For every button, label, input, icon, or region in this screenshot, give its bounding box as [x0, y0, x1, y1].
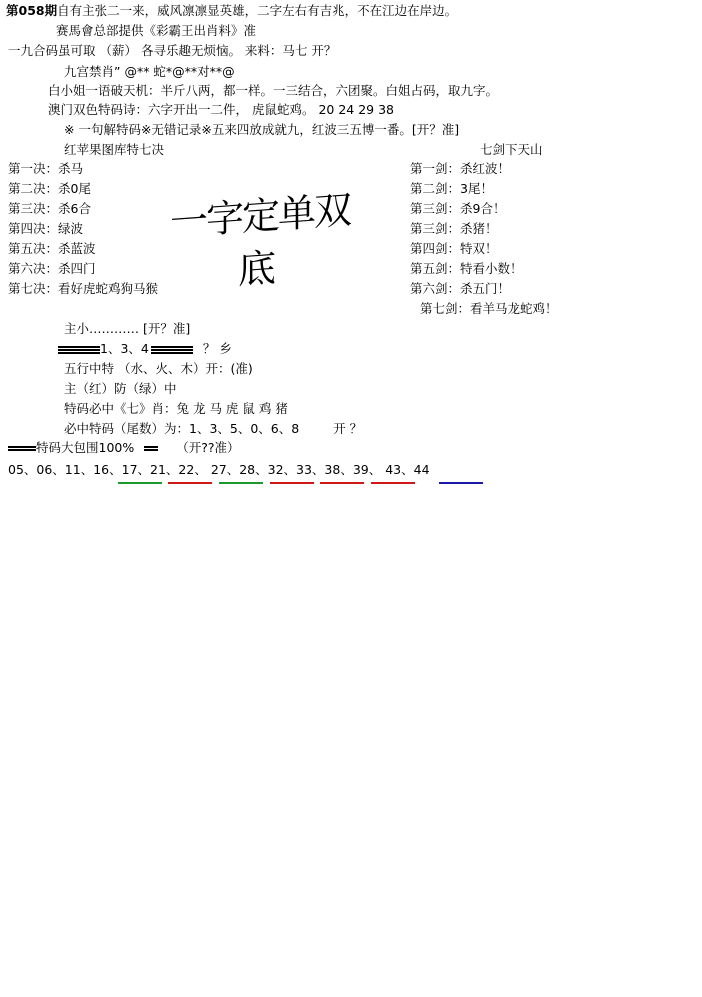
right-list-item	[410, 260, 523, 278]
wuxing-line: 五行中特 （水、火、木）开：(准)	[64, 361, 253, 376]
right-list-item	[410, 280, 510, 298]
left-list-item	[8, 160, 83, 178]
red-underline	[371, 482, 415, 484]
item-label: 第三剑：	[410, 201, 461, 216]
right-list-item	[410, 200, 505, 218]
item-value: 特双！	[460, 241, 498, 256]
item-label: 第三剑：	[410, 221, 461, 236]
right-list-item	[410, 180, 493, 198]
item-label: 第六决：	[8, 261, 59, 276]
header-line-4: 九宫禁肖” @** 蛇*@**对**@	[64, 64, 235, 79]
item-value: 看羊马龙蛇鸡！	[470, 301, 558, 316]
center-title-line-1: 一字定单双	[170, 187, 351, 245]
right-list-item	[420, 300, 558, 318]
item-value: 杀蓝波	[58, 241, 96, 256]
triple-bar-icon	[151, 345, 193, 355]
blue-underline	[439, 482, 483, 484]
issue-number: 第058期	[6, 3, 58, 18]
big-cover-tail: （开??准）	[176, 440, 240, 455]
right-list-item	[410, 240, 498, 258]
left-section-title: 红苹果图库特七决	[64, 142, 165, 157]
left-list-item	[8, 220, 83, 238]
left-list-item	[8, 260, 96, 278]
item-value: 杀0尾	[58, 181, 91, 196]
red-underline	[270, 482, 314, 484]
left-list-item	[8, 200, 91, 218]
header-line-6: 澳门双色特码诗：六字开出一二件， 虎鼠蛇鸡。 20 24 29 38	[48, 102, 394, 117]
left-list-item	[8, 180, 91, 198]
red-underline	[168, 482, 212, 484]
item-value: 绿波	[58, 221, 84, 236]
big-cover-label: 特码大包围100%	[36, 440, 135, 455]
item-value: 杀6合	[58, 201, 91, 216]
item-value: 杀红波！	[460, 161, 511, 176]
header-line-1	[6, 2, 457, 20]
item-label: 第四决：	[8, 221, 59, 236]
big-cover-line	[8, 439, 240, 457]
zodiac-line: 特码必中《七》肖：兔 龙 马 虎 鼠 鸡 猪	[64, 401, 288, 416]
item-label: 第五决：	[8, 241, 59, 256]
double-bar-icon	[144, 445, 158, 452]
item-value: 杀9合！	[460, 201, 506, 216]
item-value: 杀五门！	[460, 281, 511, 296]
numbers-value: 1、3、4	[100, 341, 149, 356]
header-line-7: ※ 一句解特码※无错记录※五来四放成就九，红波三五博一番。[开？准]	[64, 122, 460, 137]
header-line-5: 白小姐一语破天机：半斤八两，都一样。一三结合，六团聚。白姐占码，取九字。	[48, 83, 499, 98]
item-value: 杀猪！	[460, 221, 498, 236]
item-label: 第四剑：	[410, 241, 461, 256]
green-underline	[118, 482, 162, 484]
item-label: 第六剑：	[410, 281, 461, 296]
red-underline	[320, 482, 364, 484]
tail-digit-line	[64, 420, 362, 438]
color-line: 主（红）防（绿）中	[64, 381, 177, 396]
main-small-line: 主小………… [开？准]	[64, 321, 191, 336]
green-underline	[219, 482, 263, 484]
header-verse: 自有主张二一来，威风凛凛显英雄，二字左右有吉兆，不在江边在岸边。	[57, 3, 458, 18]
item-label: 第三决：	[8, 201, 59, 216]
item-value: 杀马	[58, 161, 84, 176]
item-label: 第一决：	[8, 161, 59, 176]
triple-bar-icon	[58, 345, 100, 355]
double-bar-icon	[8, 445, 36, 452]
item-value: 杀四门	[58, 261, 96, 276]
left-list-item	[8, 280, 158, 298]
center-title-line-2: 底	[238, 245, 275, 293]
item-value: 3尾！	[460, 181, 493, 196]
header-line-3: 一九合码虽可取 （薪） 各寻乐趣无烦恼。 来料：马七 开？	[8, 43, 337, 58]
number-list: 05、06、11、16、17、21、22、 27、28、32、33、38、39、 43、44	[8, 462, 430, 477]
item-label: 第二剑：	[410, 181, 461, 196]
right-list-item	[410, 160, 510, 178]
tail-digit-tail: 开 ？	[333, 421, 363, 436]
numbers-line	[58, 340, 232, 358]
item-value: 特看小数！	[460, 261, 523, 276]
right-list-item	[410, 220, 498, 238]
item-label: 第五剑：	[410, 261, 461, 276]
numbers-tail: ？ 乡	[202, 341, 232, 356]
tail-digit-value: 必中特码（尾数）为：1、3、5、0、6、8	[64, 421, 300, 436]
item-label: 第七决：	[8, 281, 59, 296]
item-label: 第二决：	[8, 181, 59, 196]
item-label: 第一剑：	[410, 161, 461, 176]
item-label: 第七剑：	[420, 301, 471, 316]
item-value: 看好虎蛇鸡狗马猴	[58, 281, 159, 296]
header-line-2: 赛馬會总部提供《彩霸王出肖料》准	[56, 23, 257, 38]
left-list-item	[8, 240, 96, 258]
right-section-title: 七剑下天山	[480, 142, 543, 157]
